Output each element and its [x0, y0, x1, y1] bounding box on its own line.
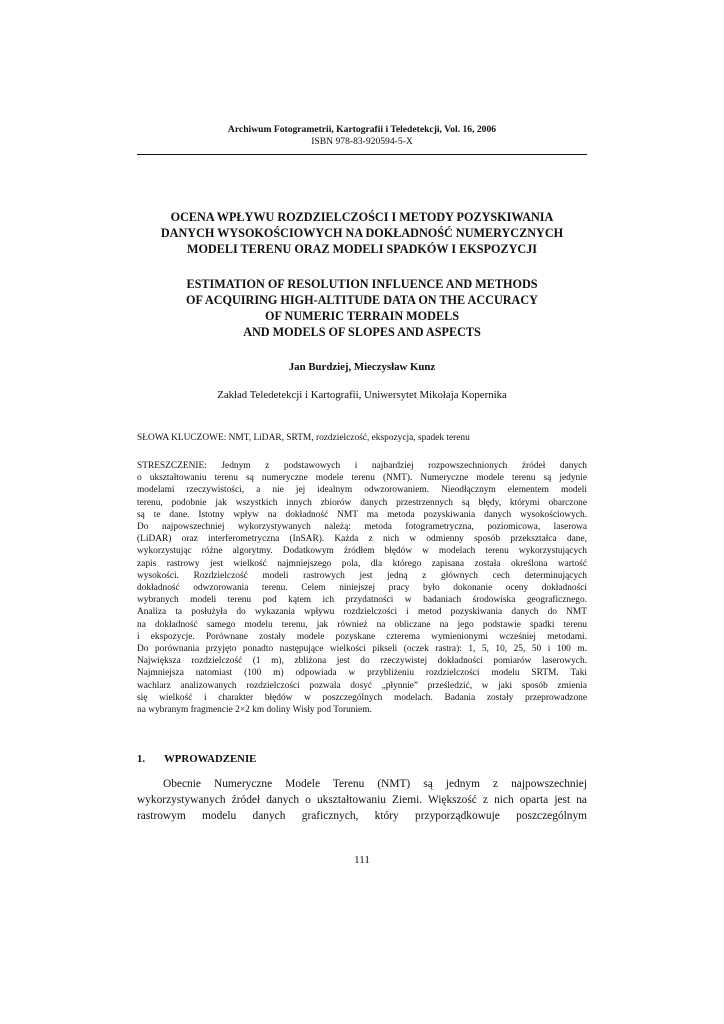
abstract-line: Do porównania przyjęto ponadto następujące wielkości pikseli (oczek rastra): 1, 5, 10, 25, 50 i 100 m. [137, 644, 587, 655]
running-header [137, 124, 587, 148]
abstract-line: Największa rozdzielczość (1 m), zbliżona jest do rzeczywistej dokładności pomiarów laserowych. [137, 656, 587, 667]
keywords: SŁOWA KLUCZOWE: NMT, LiDAR, SRTM, rozdzielczość, ekspozycja, spadek terenu [137, 433, 470, 443]
page-number: 111 [354, 854, 370, 866]
abstract-line: i ekspozycje. Porównane zostały modele pozyskane czterema wymienionymi wcześniej metodami. [137, 631, 587, 642]
title-english [137, 276, 587, 340]
affiliation: Zakład Teledetekcji i Kartografii, Uniwersytet Mikołaja Kopernika [217, 389, 507, 401]
body-paragraph [137, 776, 587, 824]
abstract-line: Do najpowszechniej wykorzystywanych należą: metoda fotogrametryczna, poziomicowa, laserowa [137, 522, 587, 533]
header-divider [137, 154, 587, 155]
abstract-line: na dokładność samego modelu terenu, jak również na obliczane na jego podstawie spadki terenu [137, 619, 587, 630]
abstract-line: wybranych modeli terenu pod kątem ich przydatności w badaniach środowiska geograficznego. [137, 595, 587, 606]
abstract-line: na wybranym fragmencie 2×2 km doliny Wisły pod Toruniem. [137, 705, 372, 716]
abstract-line: są te dane. Istotny wpływ na dokładność NMT ma metoda pozyskiwania danych wysokościowych. [137, 509, 587, 520]
title-polish-line: OCENA WPŁYWU ROZDZIELCZOŚCI I METODY POZYSKIWANIA [170, 210, 554, 224]
title-polish [137, 209, 587, 257]
section-number: 1. [137, 753, 146, 765]
title-english-line: OF ACQUIRING HIGH-ALTITUDE DATA ON THE ACCURACY [186, 293, 538, 307]
body-line: wykorzystywanych źródeł danych o ukształtowaniu Ziemi. Większość z nich oparta jest na [137, 794, 587, 806]
abstract-line: STRESZCZENIE: Jednym z podstawowych i najbardziej rozpowszechnionych źródeł danych [137, 461, 587, 471]
abstract-line: o ukształtowaniu terenu są numeryczne modele terenu (NMT). Numeryczne modele terenu są jedynie [137, 473, 587, 484]
title-english-line: ESTIMATION OF RESOLUTION INFLUENCE AND METHODS [186, 277, 538, 291]
abstract-line: wysokości. Rozdzielczość modeli rastrowych jest jedną z głównych cech determinujących [137, 570, 587, 581]
abstract-line: Najmniejsza natomiast (100 m) odpowiada w przybliżeniu rozdzielczości modelu SRTM. Taki [137, 668, 587, 679]
title-polish-line: MODELI TERENU ORAZ MODELI SPADKÓW I EKSPOZYCJI [186, 242, 538, 256]
isbn-line: ISBN 978-83-920594-5-X [311, 136, 413, 147]
abstract [137, 460, 587, 716]
title-english-line: OF NUMERIC TERRAIN MODELS [265, 309, 459, 323]
section-heading [137, 752, 587, 766]
section-title: WPROWADZENIE [164, 753, 257, 765]
abstract-line: wachlarz analizowanych rozdzielczości pozwala dosyć „płynnie” prześledzić, w jaki sposób zmienia [137, 680, 587, 691]
abstract-line: dokładność odwzorowania terenu. Celem niniejszej pracy było dokonanie oceny dokładności [137, 583, 587, 594]
body-line: Obecnie Numeryczne Modele Terenu (NMT) są jednym z najpowszechniej [163, 778, 587, 790]
abstract-line: zapis rastrowy jest wielkość najmniejszego pola, dla którego zapisana została określona wartość [137, 558, 587, 569]
abstract-line: modelami rzeczywistości, a nie jej idealnym odwzorowaniem. Nieodłącznym elementem modeli [137, 485, 587, 496]
title-english-line: AND MODELS OF SLOPES AND ASPECTS [243, 325, 481, 339]
abstract-line: się wielkość i charakter błędów w poszczególnych modelach. Badania zostały przeprowadzone [137, 692, 587, 703]
abstract-line: (LiDAR) oraz interferometryczna (InSAR). Każda z nich w odmienny sposób przekształca dane, [137, 534, 587, 545]
authors: Jan Burdziej, Mieczysław Kunz [288, 361, 436, 373]
abstract-line: Analiza ta posłużyła do wykazania wpływu rozdzielczości i metod pozyskiwania danych do NMT [137, 607, 587, 618]
abstract-line: wykorzystując różne algorytmy. Dodatkowym źródłem błędów w modelach terenu wykorzystujących [137, 546, 587, 557]
title-polish-line: DANYCH WYSOKOŚCIOWYCH NA DOKŁADNOŚĆ NUMERYCZNYCH [160, 226, 564, 240]
body-line: rastrowym modelu danych graficznych, który przyporządkowuje poszczególnym [137, 810, 587, 822]
journal-citation: Archiwum Fotogrametrii, Kartografii i Teledetekcji, Vol. 16, 2006 [227, 124, 497, 135]
abstract-line: terenu, podobnie jak wszystkich innych zbiorów danych przestrzennych są błędy, którymi obarczone [137, 497, 587, 508]
